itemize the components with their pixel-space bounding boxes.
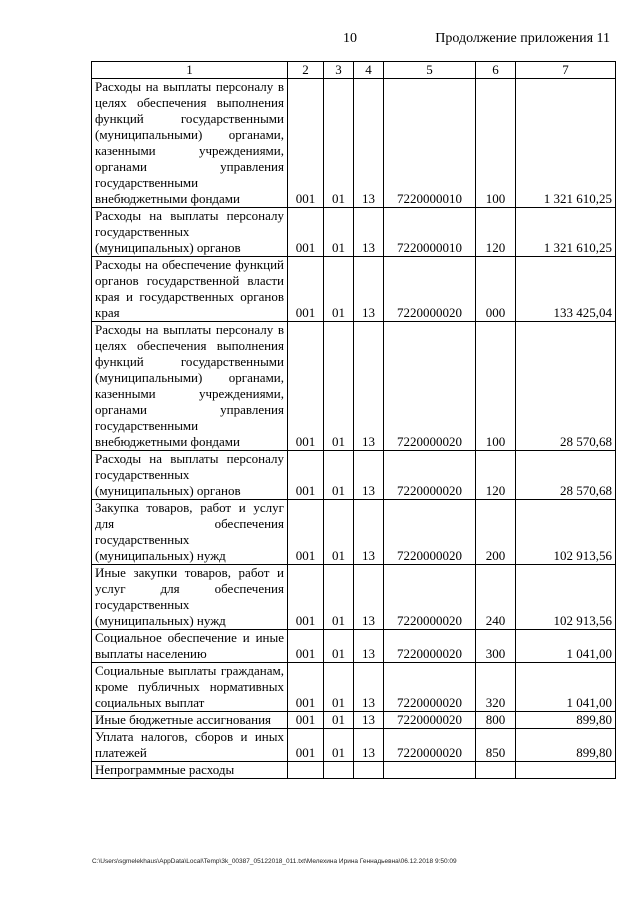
column-header: 4 — [354, 62, 384, 79]
column-header: 1 — [92, 62, 288, 79]
subsection-code: 13 — [354, 79, 384, 208]
page-caption: Продолжение приложения 11 — [435, 31, 610, 46]
row-description: Расходы на выплаты персоналу государственных (муниципальных) органов — [92, 451, 288, 500]
expense-type-code: 300 — [476, 630, 516, 663]
section-code: 01 — [324, 322, 354, 451]
section-code: 01 — [324, 79, 354, 208]
section-code: 01 — [324, 451, 354, 500]
column-header: 7 — [516, 62, 616, 79]
section-code: 01 — [324, 630, 354, 663]
admin-code: 001 — [288, 712, 324, 729]
amount: 1 321 610,25 — [516, 79, 616, 208]
expense-type-code: 120 — [476, 208, 516, 257]
section-code: 01 — [324, 712, 354, 729]
admin-code: 001 — [288, 451, 324, 500]
target-article-code — [384, 762, 476, 779]
row-description: Расходы на обеспечение функций органов государственной власти края и государственных органов края — [92, 257, 288, 322]
table-row — [92, 663, 616, 712]
subsection-code: 13 — [354, 451, 384, 500]
amount: 133 425,04 — [516, 257, 616, 322]
expense-type-code: 100 — [476, 79, 516, 208]
admin-code: 001 — [288, 565, 324, 630]
target-article-code: 7220000020 — [384, 565, 476, 630]
subsection-code: 13 — [354, 565, 384, 630]
column-header: 5 — [384, 62, 476, 79]
target-article-code: 7220000020 — [384, 630, 476, 663]
section-code: 01 — [324, 500, 354, 565]
row-description: Социальные выплаты гражданам, кроме публичных нормативных социальных выплат — [92, 663, 288, 712]
admin-code — [288, 762, 324, 779]
page-number: 10 — [343, 31, 357, 46]
subsection-code: 13 — [354, 712, 384, 729]
table-row — [92, 257, 616, 322]
amount: 1 321 610,25 — [516, 208, 616, 257]
table-row — [92, 630, 616, 663]
subsection-code: 13 — [354, 663, 384, 712]
subsection-code: 13 — [354, 500, 384, 565]
column-header: 2 — [288, 62, 324, 79]
column-header: 6 — [476, 62, 516, 79]
subsection-code: 13 — [354, 729, 384, 762]
subsection-code — [354, 762, 384, 779]
subsection-code: 13 — [354, 208, 384, 257]
subsection-code: 13 — [354, 322, 384, 451]
admin-code: 001 — [288, 322, 324, 451]
amount: 899,80 — [516, 729, 616, 762]
admin-code: 001 — [288, 79, 324, 208]
target-article-code: 7220000020 — [384, 663, 476, 712]
expense-type-code: 120 — [476, 451, 516, 500]
subsection-code: 13 — [354, 257, 384, 322]
amount: 28 570,68 — [516, 322, 616, 451]
target-article-code: 7220000010 — [384, 79, 476, 208]
amount: 28 570,68 — [516, 451, 616, 500]
target-article-code: 7220000020 — [384, 500, 476, 565]
table-row — [92, 500, 616, 565]
table-row — [92, 712, 616, 729]
target-article-code: 7220000020 — [384, 322, 476, 451]
amount — [516, 762, 616, 779]
amount: 1 041,00 — [516, 663, 616, 712]
row-description: Непрограммные расходы — [92, 762, 288, 779]
expense-type-code: 200 — [476, 500, 516, 565]
target-article-code: 7220000010 — [384, 208, 476, 257]
admin-code: 001 — [288, 257, 324, 322]
expense-type-code: 000 — [476, 257, 516, 322]
budget-table — [91, 61, 616, 779]
row-description: Расходы на выплаты персоналу в целях обеспечения выполнения функций государственными (муниципальными) органами, казенными учреждениями, органами управления государственными внебюджетными фондами — [92, 79, 288, 208]
row-description: Закупка товаров, работ и услуг для обеспечения государственных (муниципальных) нужд — [92, 500, 288, 565]
section-code: 01 — [324, 663, 354, 712]
amount: 899,80 — [516, 712, 616, 729]
row-description: Иные бюджетные ассигнования — [92, 712, 288, 729]
target-article-code: 7220000020 — [384, 729, 476, 762]
section-code — [324, 762, 354, 779]
target-article-code: 7220000020 — [384, 451, 476, 500]
section-code: 01 — [324, 257, 354, 322]
row-description: Расходы на выплаты персоналу в целях обеспечения выполнения функций государственными (муниципальными) органами, казенными учреждениями, органами управления государственными внебюджетными фондами — [92, 322, 288, 451]
table-row — [92, 79, 616, 208]
section-code: 01 — [324, 729, 354, 762]
table-row — [92, 451, 616, 500]
admin-code: 001 — [288, 729, 324, 762]
column-number-row — [92, 62, 616, 79]
row-description: Иные закупки товаров, работ и услуг для обеспечения государственных (муниципальных) нужд — [92, 565, 288, 630]
section-code: 01 — [324, 565, 354, 630]
subsection-code: 13 — [354, 630, 384, 663]
amount: 1 041,00 — [516, 630, 616, 663]
expense-type-code: 850 — [476, 729, 516, 762]
expense-type-code: 240 — [476, 565, 516, 630]
amount: 102 913,56 — [516, 565, 616, 630]
section-code: 01 — [324, 208, 354, 257]
column-header: 3 — [324, 62, 354, 79]
document-path-footer: C:\Users\sgmelekhaus\AppData\Local\Temp\3k_00387_05122018_011.txt\Мелехина Ирина Геннадьевна\06.12.2018 9:50:09 — [92, 858, 457, 865]
amount: 102 913,56 — [516, 500, 616, 565]
expense-type-code: 100 — [476, 322, 516, 451]
admin-code: 001 — [288, 500, 324, 565]
admin-code: 001 — [288, 663, 324, 712]
row-description: Расходы на выплаты персоналу государственных (муниципальных) органов — [92, 208, 288, 257]
target-article-code: 7220000020 — [384, 257, 476, 322]
admin-code: 001 — [288, 208, 324, 257]
expense-type-code: 320 — [476, 663, 516, 712]
admin-code: 001 — [288, 630, 324, 663]
table-row — [92, 208, 616, 257]
row-description: Уплата налогов, сборов и иных платежей — [92, 729, 288, 762]
table-row — [92, 762, 616, 779]
expense-type-code: 800 — [476, 712, 516, 729]
target-article-code: 7220000020 — [384, 712, 476, 729]
table-row — [92, 565, 616, 630]
table-row — [92, 322, 616, 451]
row-description: Социальное обеспечение и иные выплаты населению — [92, 630, 288, 663]
expense-type-code — [476, 762, 516, 779]
table-row — [92, 729, 616, 762]
